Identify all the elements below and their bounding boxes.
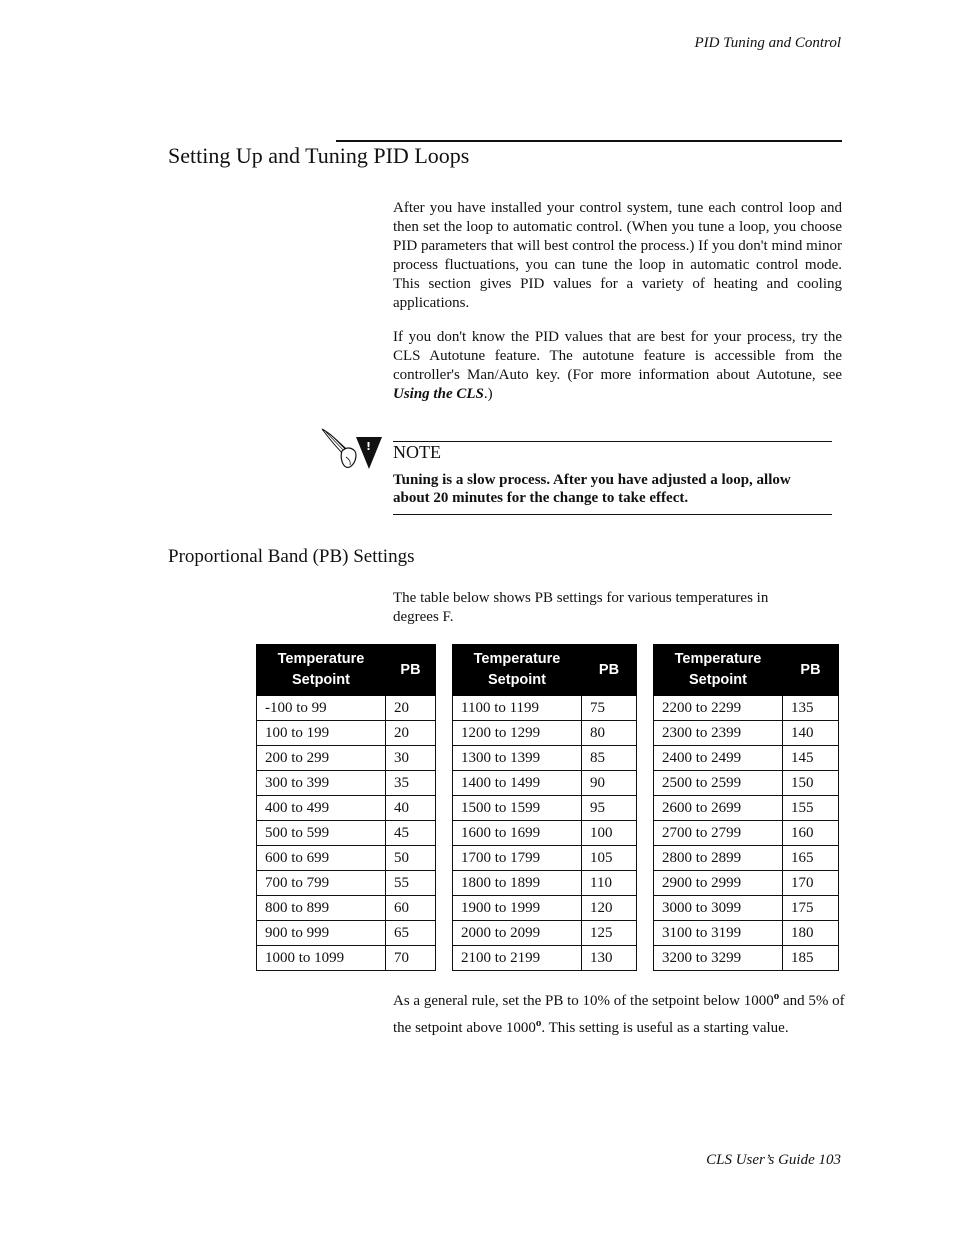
table-row	[453, 696, 637, 721]
table-row	[257, 746, 436, 771]
pb-value-cell: 155	[783, 796, 839, 821]
table-row	[257, 871, 436, 896]
table-row	[453, 746, 637, 771]
table-row	[654, 871, 839, 896]
table-row	[453, 721, 637, 746]
pb-value-cell: 60	[386, 896, 436, 921]
table-row	[257, 946, 436, 971]
table-row	[654, 846, 839, 871]
pb-value-cell: 55	[386, 871, 436, 896]
pb-value-cell: 50	[386, 846, 436, 871]
temperature-range-cell: 2000 to 2099	[453, 921, 582, 946]
pb-value-cell: 20	[386, 721, 436, 746]
temperature-range-cell: 2300 to 2399	[654, 721, 783, 746]
cross-reference: Using the CLS	[393, 386, 484, 402]
pb-value-cell: 70	[386, 946, 436, 971]
temperature-range-cell: 3100 to 3199	[654, 921, 783, 946]
pb-value-cell: 40	[386, 796, 436, 821]
pb-header: PB	[582, 645, 637, 696]
temperature-range-cell: 1100 to 1199	[453, 696, 582, 721]
table-row	[654, 796, 839, 821]
temperature-range-cell: 2400 to 2499	[654, 746, 783, 771]
temperature-range-cell: 3000 to 3099	[654, 896, 783, 921]
pb-value-cell: 65	[386, 921, 436, 946]
pb-value-cell: 180	[783, 921, 839, 946]
pb-value-cell: 85	[582, 746, 637, 771]
title-rule	[336, 140, 842, 142]
pb-value-cell: 95	[582, 796, 637, 821]
temperature-range-cell: 1400 to 1499	[453, 771, 582, 796]
temperature-range-cell: 1000 to 1099	[257, 946, 386, 971]
table-row	[453, 921, 637, 946]
pb-table-1	[256, 644, 436, 971]
table-intro: The table below shows PB settings for various temperatures in degrees F.	[393, 590, 769, 625]
pb-table-3	[653, 644, 839, 971]
table-row	[257, 721, 436, 746]
pb-value-cell: 100	[582, 821, 637, 846]
pb-value-cell: 160	[783, 821, 839, 846]
table-row	[453, 821, 637, 846]
pb-value-cell: 175	[783, 896, 839, 921]
temperature-setpoint-header: Temperature Setpoint	[257, 645, 386, 696]
temperature-range-cell: 2800 to 2899	[654, 846, 783, 871]
pb-value-cell: 165	[783, 846, 839, 871]
table-row	[257, 696, 436, 721]
table-row	[257, 921, 436, 946]
temperature-range-cell: 600 to 699	[257, 846, 386, 871]
hand-writing-note-icon	[320, 425, 384, 473]
table-row	[257, 821, 436, 846]
pb-table-2	[452, 644, 637, 971]
general-rule-text-1: As a general rule, set the PB to 10% of the setpoint below 1000	[393, 993, 774, 1009]
table-row	[257, 796, 436, 821]
temperature-range-cell: 2700 to 2799	[654, 821, 783, 846]
table-row	[654, 946, 839, 971]
pb-value-cell: 90	[582, 771, 637, 796]
temperature-range-cell: 800 to 899	[257, 896, 386, 921]
degree-symbol: o	[773, 990, 780, 1002]
pb-value-cell: 130	[582, 946, 637, 971]
temperature-range-cell: 3200 to 3299	[654, 946, 783, 971]
note-text: Tuning is a slow process. After you have adjusted a loop, allow about 20 minutes for the change to take effect.	[393, 472, 791, 506]
temperature-range-cell: 1600 to 1699	[453, 821, 582, 846]
pb-value-cell: 120	[582, 896, 637, 921]
temperature-range-cell: 300 to 399	[257, 771, 386, 796]
pb-value-cell: 45	[386, 821, 436, 846]
table-row	[453, 771, 637, 796]
pb-value-cell: 80	[582, 721, 637, 746]
table-row	[654, 771, 839, 796]
pb-value-cell: 185	[783, 946, 839, 971]
temperature-range-cell: 1200 to 1299	[453, 721, 582, 746]
intro-paragraph-2-text: If you don't know the PID values that are best for your process, try the CLS Autotune feature. The autotune feature is accessible from the controller's Man/Auto key. (For more information about Autotune, see	[393, 329, 842, 383]
pb-value-cell: 30	[386, 746, 436, 771]
temperature-range-cell: 500 to 599	[257, 821, 386, 846]
temperature-range-cell: 200 to 299	[257, 746, 386, 771]
temperature-range-cell: 2600 to 2699	[654, 796, 783, 821]
note-rule-bottom	[393, 514, 832, 515]
pb-value-cell: 125	[582, 921, 637, 946]
pb-value-cell: 35	[386, 771, 436, 796]
note-rule-top	[393, 441, 832, 442]
table-row	[654, 696, 839, 721]
table-row	[654, 821, 839, 846]
general-rule-paragraph	[393, 985, 845, 1039]
temperature-range-cell: 100 to 199	[257, 721, 386, 746]
general-rule-text-3: . This setting is useful as a starting value.	[541, 1020, 789, 1036]
table-row	[654, 921, 839, 946]
temperature-range-cell: 900 to 999	[257, 921, 386, 946]
pb-value-cell: 145	[783, 746, 839, 771]
intro-paragraph-2-suffix: .)	[483, 386, 493, 402]
table-row	[654, 896, 839, 921]
intro-paragraph-2	[393, 328, 842, 404]
temperature-range-cell: 1300 to 1399	[453, 746, 582, 771]
pb-header: PB	[386, 645, 436, 696]
temperature-range-cell: -100 to 99	[257, 696, 386, 721]
temperature-range-cell: 2500 to 2599	[654, 771, 783, 796]
table-row	[453, 946, 637, 971]
table-row	[453, 871, 637, 896]
svg-text:!: !	[366, 440, 372, 453]
pb-value-cell: 170	[783, 871, 839, 896]
pb-header: PB	[783, 645, 839, 696]
page-footer: CLS User’s Guide 103	[706, 1152, 841, 1168]
table-row	[654, 746, 839, 771]
pb-value-cell: 20	[386, 696, 436, 721]
temperature-range-cell: 1500 to 1599	[453, 796, 582, 821]
general-rule-text-2: and 5% of the setpoint above 1000	[393, 993, 845, 1036]
table-row	[257, 846, 436, 871]
table-row	[257, 771, 436, 796]
temperature-range-cell: 2100 to 2199	[453, 946, 582, 971]
temperature-setpoint-header: Temperature Setpoint	[654, 645, 783, 696]
temperature-range-cell: 400 to 499	[257, 796, 386, 821]
temperature-range-cell: 1700 to 1799	[453, 846, 582, 871]
temperature-range-cell: 2200 to 2299	[654, 696, 783, 721]
pb-value-cell: 150	[783, 771, 839, 796]
pb-value-cell: 105	[582, 846, 637, 871]
table-row	[654, 721, 839, 746]
degree-symbol: o	[535, 1017, 542, 1029]
temperature-range-cell: 700 to 799	[257, 871, 386, 896]
table-row	[257, 896, 436, 921]
note-label: NOTE	[393, 442, 441, 462]
running-header: PID Tuning and Control	[694, 35, 841, 51]
table-row	[453, 846, 637, 871]
section-title: Setting Up and Tuning PID Loops	[168, 143, 470, 168]
temperature-range-cell: 2900 to 2999	[654, 871, 783, 896]
pb-value-cell: 75	[582, 696, 637, 721]
temperature-range-cell: 1900 to 1999	[453, 896, 582, 921]
table-row	[453, 796, 637, 821]
temperature-setpoint-header: Temperature Setpoint	[453, 645, 582, 696]
subsection-title: Proportional Band (PB) Settings	[168, 546, 415, 567]
pb-value-cell: 135	[783, 696, 839, 721]
temperature-range-cell: 1800 to 1899	[453, 871, 582, 896]
table-row	[453, 896, 637, 921]
intro-paragraph-1: After you have installed your control system, tune each control loop and then set the loop to automatic control. (When you tune a loop, you choose PID parameters that will best control the process.) If you don't mind minor process fluctuations, you can tune the loop in automatic control mode. This section gives PID values for a variety of heating and cooling applications.	[393, 200, 842, 311]
pb-value-cell: 110	[582, 871, 637, 896]
pb-value-cell: 140	[783, 721, 839, 746]
